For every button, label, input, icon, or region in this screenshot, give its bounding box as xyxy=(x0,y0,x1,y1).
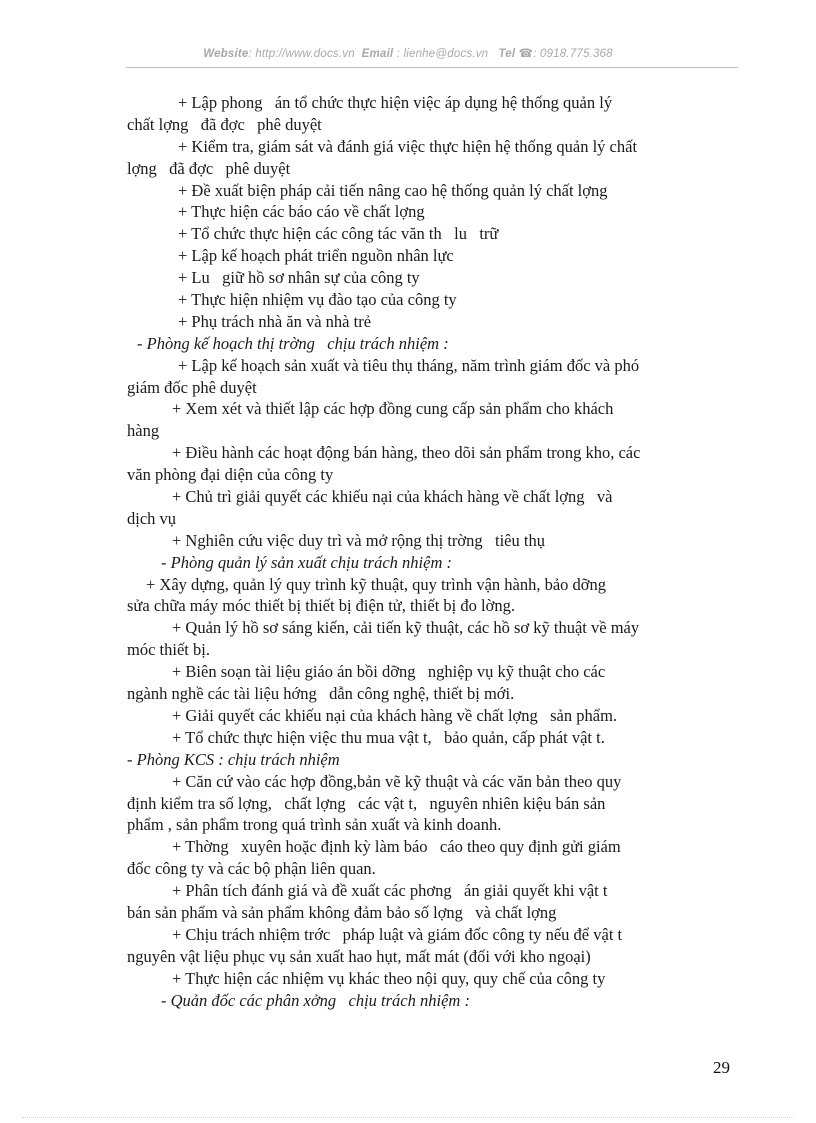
text-line: nguyên vật liệu phục vụ sản xuất hao hụt, mất mát (đối với kho ngoại) xyxy=(127,946,591,966)
section-heading: - Quản đốc các phân xởng chịu trách nhiệm : xyxy=(161,990,470,1010)
text-line: định kiểm tra số lợng, chất lợng các vật t, nguyên nhiên kiệu bán sản xyxy=(127,793,606,813)
text-line: dịch vụ xyxy=(127,508,177,528)
page-header xyxy=(0,46,816,60)
text-line: bán sản phẩm và sản phẩm không đảm bảo số lợng và chất lợng xyxy=(127,902,557,922)
website-label: Website xyxy=(203,48,249,60)
text-line: + Biên soạn tài liệu giáo án bồi dỡng nghiệp vụ kỹ thuật cho các xyxy=(172,662,606,682)
text-line: + Thực hiện các nhiệm vụ khác theo nội quy, quy chế của công ty xyxy=(172,968,606,988)
text-line: + Xem xét và thiết lập các hợp đồng cung cấp sản phẩm cho khách xyxy=(172,399,614,419)
email-label: Email xyxy=(361,48,394,60)
text-line: + Đề xuất biện pháp cải tiến nâng cao hệ thống quản lý chất lợng xyxy=(178,180,608,200)
header-divider xyxy=(126,67,738,68)
text-line: + Điều hành các hoạt động bán hàng, theo dõi sản phẩm trong kho, các xyxy=(172,443,641,463)
text-line: ngành nghề các tài liệu hớng dẫn công nghệ, thiết bị mới. xyxy=(127,684,515,704)
text-line: + Kiểm tra, giám sát và đánh giá việc thực hiện hệ thống quản lý chất xyxy=(178,136,638,156)
text-line: chất lợng đã đợc phê duyệt xyxy=(127,114,322,134)
text-line: đốc công ty và các bộ phận liên quan. xyxy=(127,859,376,879)
text-line: + Thực hiện các báo cáo về chất lợng xyxy=(178,202,425,222)
footer-divider xyxy=(22,1117,794,1118)
text-line: + Chịu trách nhiệm trớc pháp luật và giám đốc công ty nếu để vật t xyxy=(172,924,623,944)
text-line: giám đốc phê duyệt xyxy=(127,377,257,397)
text-line: + Lập kế hoạch sản xuất và tiêu thụ tháng, năm trình giám đốc và phó xyxy=(178,355,640,375)
text-line: + Quản lý hồ sơ sáng kiến, cải tiến kỹ thuật, các hồ sơ kỹ thuật về máy xyxy=(172,618,640,638)
text-line: + Chủ trì giải quyết các khiếu nại của khách hàng về chất lợng và xyxy=(172,487,613,507)
text-line: + Thờng xuyên hoặc định kỳ làm báo cáo theo quy định gửi giám xyxy=(172,837,621,857)
tel-label: Tel xyxy=(498,48,516,60)
text-line: + Tổ chức thực hiện việc thu mua vật t, bảo quản, cấp phát vật t. xyxy=(172,727,605,747)
text-line: móc thiết bị. xyxy=(127,640,210,660)
section-heading: - Phòng KCS : chịu trách nhiệm xyxy=(127,749,340,769)
text-line: lợng đã đợc phê duyệt xyxy=(127,158,291,178)
text-line: + Giải quyết các khiếu nại của khách hàng về chất lợng sản phẩm. xyxy=(172,705,618,725)
section-heading: - Phòng kế hoạch thị trờng chịu trách nhiệm : xyxy=(137,333,449,353)
text-line: + Phân tích đánh giá và đề xuất các phơng án giải quyết khi vật t xyxy=(172,881,608,901)
text-line: văn phòng đại diện của công ty xyxy=(127,465,334,485)
phone-icon: ☎ xyxy=(518,48,534,60)
text-line: + Thực hiện nhiệm vụ đào tạo của công ty xyxy=(178,290,457,310)
tel-value: : 0918.775.368 xyxy=(533,48,613,60)
text-line: + Lập kế hoạch phát triển nguồn nhân lực xyxy=(178,246,454,266)
website-value: : http://www.docs.vn xyxy=(248,48,355,60)
text-line: phẩm , sản phẩm trong quá trình sản xuất và kinh doanh. xyxy=(127,815,502,835)
text-line: + Xây dựng, quản lý quy trình kỹ thuật, quy trình vận hành, bảo dỡng xyxy=(146,574,607,594)
text-line: + Căn cứ vào các hợp đồng,bản vẽ kỹ thuật và các văn bản theo quy xyxy=(172,771,622,791)
text-line: sửa chữa máy móc thiết bị thiết bị điện tử, thiết bị đo lờng. xyxy=(127,596,515,616)
text-line: + Lập phong án tổ chức thực hiện việc áp dụng hệ thống quản lý xyxy=(178,93,613,112)
page-number: 29 xyxy=(713,1058,730,1077)
text-line: + Phụ trách nhà ăn và nhà trẻ xyxy=(178,311,372,331)
text-line: + Tổ chức thực hiện các công tác văn th lu trữ xyxy=(178,224,499,244)
text-line: + Nghiên cứu việc duy trì và mở rộng thị trờng tiêu thụ xyxy=(172,530,545,550)
section-heading: - Phòng quản lý sản xuất chịu trách nhiệm : xyxy=(161,552,452,572)
text-line: hàng xyxy=(127,421,160,441)
text-line: + Lu giữ hồ sơ nhân sự của công ty xyxy=(178,268,420,288)
email-value: : lienhe@docs.vn xyxy=(396,48,489,60)
document-body xyxy=(127,92,735,1011)
